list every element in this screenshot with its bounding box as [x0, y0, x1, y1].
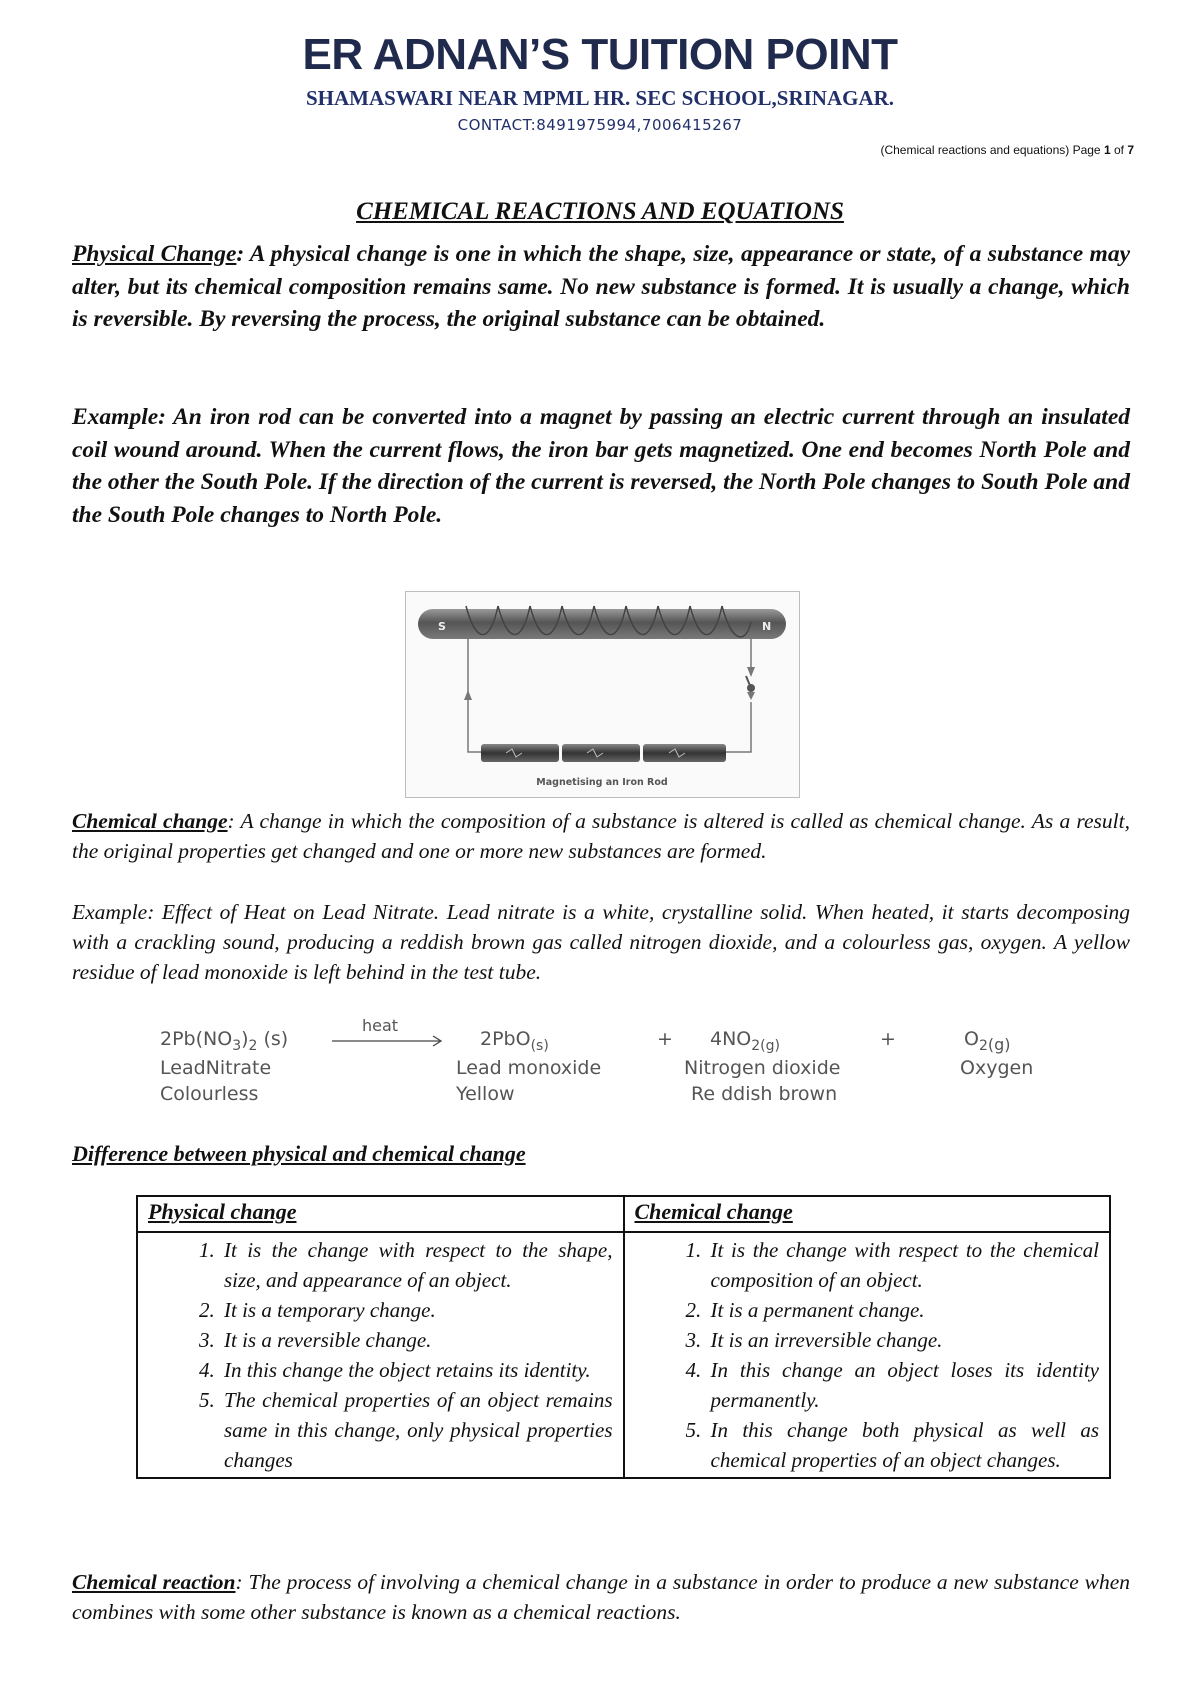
- name-lead-monoxide: Lead monoxide: [456, 1057, 602, 1079]
- plus-sign-1: +: [657, 1028, 673, 1050]
- col-physical-change: Physical change: [137, 1196, 624, 1232]
- chemical-example-paragraph: Example: Effect of Heat on Lead Nitrate. Lead nitrate is a white, crystalline solid. When heated, it starts decomposing with a crackling sound, producing a reddish brown gas called nitrogen dioxide, and a colourless gas, oxygen. A yellow residue of lead monoxide is left behind in the test tube.: [72, 900, 1130, 984]
- switch: [746, 676, 755, 700]
- page-title: CHEMICAL REACTIONS AND EQUATIONS: [356, 198, 844, 225]
- institute-address: SHAMASWARI NEAR MPML HR. SEC SCHOOL,SRINAGAR.: [305, 86, 895, 110]
- physical-example-paragraph: Example: An iron rod can be converted into a magnet by passing an electric current through an insulated coil wound around. When the current flows, the iron bar gets magnetized. One end becomes North Pole and the other the South Pole. If the direction of the current is reversed, the North Pole changes to South Pole and the South Pole changes to North Pole.: [72, 404, 1130, 528]
- product-oxygen: $O_{2(g)}$: [964, 1028, 1011, 1054]
- product-nitrogen-dioxide: $4NO_{2(g)}$: [710, 1028, 780, 1054]
- list-item: 2. It is a permanent change.: [707, 1295, 1100, 1325]
- institute-contact: CONTACT:8491975994,7006415267: [457, 116, 743, 134]
- institute-title: ER ADNAN’S TUITION POINT: [302, 30, 898, 79]
- chemical-change-paragraph: [72, 806, 1130, 866]
- list-item: 1. It is the change with respect to the shape, size, and appearance of an object.: [220, 1235, 613, 1295]
- plus-sign-2: +: [880, 1028, 896, 1050]
- circuit-wire: [468, 636, 751, 752]
- table-row: [137, 1232, 1110, 1478]
- product-lead-monoxide: 2PbO$_{(s)}$: [480, 1028, 549, 1054]
- figure-caption: Magnetising an Iron Rod: [536, 777, 668, 788]
- list-item: 3. It is an irreversible change.: [707, 1325, 1100, 1355]
- physical-change-paragraph: [72, 238, 1130, 336]
- reaction-arrow: [332, 1035, 447, 1047]
- difference-table: [136, 1195, 1111, 1479]
- physical-change-text: : A physical change is one in which the shape, size, appearance or state, of a substance may alter, but its chemical composition remains same. No new substance is formed. It is usually a change, which is reversible. By reversing the process, the original substance can be obtained.: [72, 241, 1130, 332]
- list-item: 1. It is the change with respect to the chemical composition of an object.: [707, 1235, 1100, 1295]
- physical-change-label: Physical Change: [72, 241, 237, 267]
- list-item: 5. The chemical properties of an object remains same in this change, only physical properties changes: [220, 1385, 613, 1475]
- iron-rod: [418, 609, 786, 639]
- chemical-points-cell: [624, 1232, 1111, 1478]
- current-arrow-down: [747, 667, 755, 677]
- heat-label: heat: [362, 1016, 399, 1035]
- list-item: 2. It is a temporary change.: [220, 1295, 613, 1325]
- current-arrow-up: [464, 690, 472, 700]
- battery-cells: [481, 744, 726, 762]
- list-item: 4. In this change the object retains its identity.: [220, 1355, 613, 1385]
- chemical-change-label: Chemical change: [72, 809, 228, 833]
- list-item: 3. It is a reversible change.: [220, 1325, 613, 1355]
- name-lead-nitrate: LeadNitrate: [160, 1057, 272, 1079]
- page-indicator: [880, 143, 1134, 157]
- chemical-reaction-paragraph: [72, 1567, 1130, 1627]
- colour-lead-nitrate: Colourless: [160, 1083, 259, 1105]
- page-number: 1: [1103, 143, 1111, 157]
- name-oxygen: Oxygen: [960, 1057, 1034, 1079]
- page-total: 7: [1127, 143, 1134, 157]
- pole-s-label: S: [438, 620, 446, 633]
- reactant-formula: $2Pb(NO_3)_2$ (s): [160, 1028, 289, 1054]
- pole-n-label: N: [762, 620, 772, 633]
- colour-nitrogen-dioxide: Re ddish brown: [691, 1083, 838, 1105]
- magnetising-figure: [405, 591, 800, 798]
- col-chemical-change: Chemical change: [624, 1196, 1111, 1232]
- list-item: 4. In this change an object loses its identity permanently.: [707, 1355, 1100, 1415]
- name-nitrogen-dioxide: Nitrogen dioxide: [684, 1057, 841, 1079]
- colour-lead-monoxide: Yellow: [456, 1083, 515, 1105]
- table-header-row: [137, 1196, 1110, 1232]
- chemical-reaction-label: Chemical reaction: [72, 1570, 236, 1594]
- list-item: 5. In this change both physical as well as chemical properties of an object changes.: [707, 1415, 1100, 1475]
- page-prefix: (Chemical reactions and equations) Page: [880, 143, 1104, 157]
- chemical-reaction-text: : The process of involving a chemical change in a substance in order to produce a new substance when combines with some other substance is known as a chemical reactions.: [72, 1570, 1130, 1624]
- physical-points-cell: [137, 1232, 624, 1478]
- chemical-change-text: : A change in which the composition of a substance is altered is called as chemical change. As a result, the original properties get changed and one or more new substances are formed.: [72, 809, 1130, 863]
- page-of: of: [1110, 143, 1128, 157]
- difference-heading: Difference between physical and chemical change: [72, 1141, 526, 1166]
